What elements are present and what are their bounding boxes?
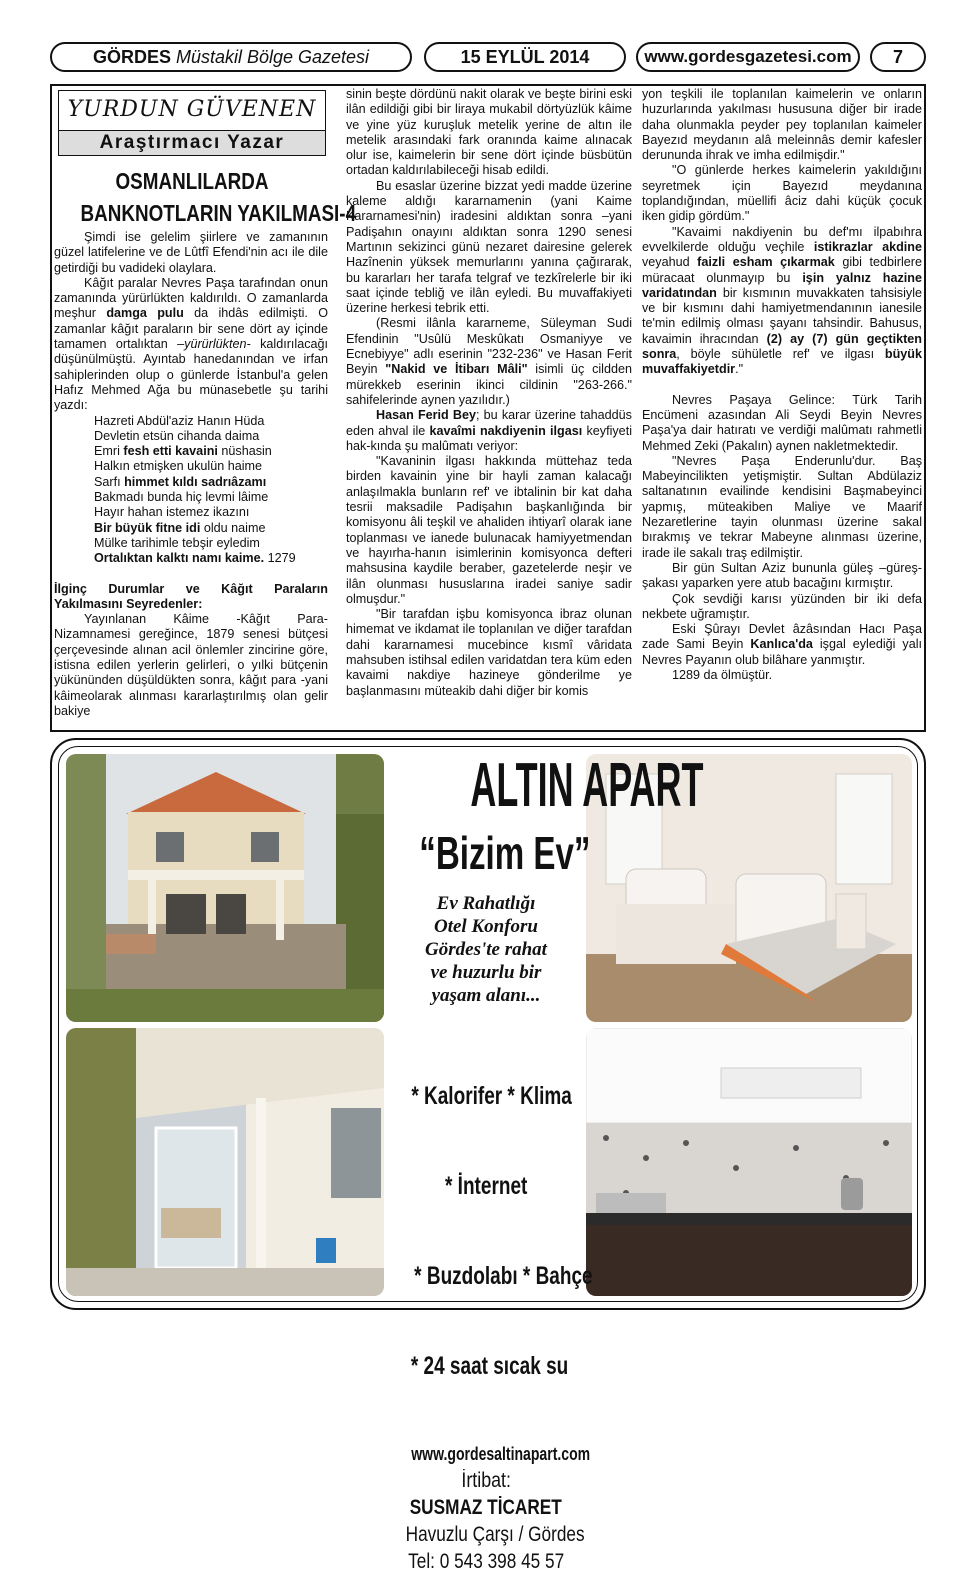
ad-subtitle: “Bizim Ev” <box>419 827 591 879</box>
ad-text-panel <box>386 750 704 1575</box>
subheading: İlginç Durumlar ve Kâğıt Paraların Yakılmasını Seyredenler: <box>54 581 328 611</box>
poem-line: Ortalıktan kalktı namı kaime. 1279 <box>94 551 296 566</box>
paragraph: "Nevres Paşa Enderunlu'dur. Baş Mabeyincilikten yetişmiştir. Sultan Abdülaziz saltanatının evailinde kendisini Başmabeyinci yapmış, müteakiben Maliye ve Maarif Nezaretlerine tayin olunması üzerine sakal bırakmış ve tekrar Mabeyne alınması üzerine, irade ile sakalı traş edilmiştir. <box>642 453 922 560</box>
author-name: YURDUN GÜVENEN <box>67 97 317 122</box>
ad-company: SUSMAZ TİCARET <box>409 1496 563 1519</box>
paragraph: Bu esaslar üzerine bizzat yedi madde üzerine kaleme aldığı kararnamenin (yani Kaime Kararnamesi'nin) iradesini aldıktan sonra –yani Padişahın onayını aldıktan sonra 1290 senesi Martının sekizinci günü nezaret dairesine gelerek Hazînenin yüksek memurlarını yanına çağırarak, bu kararları her tarafa telgraf ve tezkîrelerle bir iki saat içinde tebliğ ve ilân eyledi. Bu muvaffakiyeti üzerine herkesi tebrik etti. <box>346 178 632 316</box>
paragraph: Yayınlanan Kâime -Kâğıt Para- Nizamnamesi gereğince, 1879 senesi bütçesi çerçevesinde alınan acil önlemler zincirine göre, istisna edilen yerlerin gelirleri, o yılki bütçenin yükününden düşüldükten sonra, kâğıt para -yani kâimeolarak alınması kararlaştırılmış olan gelir bakiye <box>54 612 328 718</box>
feature-line: * Buzdolabı * Bahçe <box>414 1262 593 1290</box>
poem-line: Sarfı himmet kıldı sadrıâzamı <box>94 474 267 489</box>
article-column-3 <box>642 87 922 683</box>
kitchen-image <box>586 1028 912 1296</box>
paragraph: 1289 da ölmüştür. <box>672 667 773 682</box>
slogan-line: Gördes'te rahat <box>425 939 547 960</box>
page-number-pill <box>870 42 926 72</box>
slogan-line: yaşam alanı... <box>431 985 541 1006</box>
article-column-1 <box>54 230 328 719</box>
slogan-line: ve huzurlu bir <box>430 962 542 983</box>
paper-website: www.gordesgazetesi.com <box>644 47 852 66</box>
masthead-website-pill <box>636 42 860 72</box>
paragraph: Hasan Ferid Bey; bu karar üzerine tahaddüs eden ahval ile kavaîmi nakdiyenin ilgası keyfiyeti hak-kında şu malûmatı veriyor: <box>346 408 632 453</box>
poem-line: Hayır hahan istemez ikazını <box>94 505 250 520</box>
paragraph: "O günlerde herkes kaimelerin yakıldığını seyretmek için Bayezıd meydanına toplandığından, müellifi âciz dahi küçük çocuk iken gidip gördüm." <box>642 163 922 224</box>
article-column-2 <box>346 87 632 699</box>
masthead-date-pill <box>424 42 626 72</box>
author-role: Araştırmacı Yazar <box>59 130 325 155</box>
terrace-image <box>66 1028 384 1296</box>
paragraph: "Kavaninin ilgası hakkında müttehaz teda birden kavainin yine bir hayli zaman kalacağı anlaşılmakla bunların ref' ve ibtalinin bir kat daha tesrii maksadile Padişahın başkanlığında bir komisyonu âli teşkil ve ahaliden ihtiyarî olarak iane toplanması ve ianede bulunacak hamiyyetmendan ve hayırha-hanın isimlerinin komisyonca defteri mahsusina kaydile beraber, gazetelerde neşir ve ilân olunması hususlarına iradei saniye sadir olmuşdur." <box>346 454 632 606</box>
paragraph: (Resmi ilânla kararneme, Süleyman Sudi Efendinin "Usûlü Meskûkatı Osmaniyye ve Ecnebiyye" adlı eserinin "232-236" ve Hasan Ferit Beyin "Nakid ve İtibarı Mâli" isimli üç cildden mürekkeb eserinin ikinci cildinin "263-266." sahifelerinde aynen yazılıdır.) <box>346 316 632 407</box>
paragraph: "Bir tarafdan işbu komisyonca ibraz olunan himemat ve ikdamat ile toplanılan ve diğer tarafdan dahi kararnamesi mucebince kısmî vâridata mahsuben istihsal edilen varidatdan tera küm eden kavaimi nakdiye hazineye gönderilme ye başlanmasını müteakib dahi diğer bir komis <box>346 607 632 698</box>
poem-line: Devletin etsün cihanda daima <box>94 428 260 443</box>
issue-date: 15 EYLÜL 2014 <box>460 46 590 67</box>
poem-line: Bakmadı bunda hiç levmi lâime <box>94 490 269 505</box>
paragraph: Çok sevdiği karısı yüzünden bir iki defa nekbete uğramıştır. <box>642 591 922 621</box>
slogan-line: Otel Konforu <box>434 916 538 937</box>
poem-line: Bir büyük fitne idi oldu naime <box>94 520 266 535</box>
terrace-photo <box>66 1028 384 1296</box>
ad-features <box>386 1021 593 1441</box>
paper-subtitle: Müstakil Bölge Gazetesi <box>175 46 370 67</box>
poem-line: Halkın etmişken ukulün haime <box>94 459 262 474</box>
headline-line-2: BANKNOTLARIN YAKILMASI-4 <box>80 200 357 226</box>
ad-slogan <box>386 892 586 1007</box>
poem-line: Mülke tarihimle tebşir eyledim <box>94 535 260 550</box>
paragraph: Nevres Paşaya Gelince: Türk Tarih Encümeni azasından Ali Seydi Beyin Nevres Paşa'ya dair hatıratı ve verdiği malûmatı rahmetli Mehmed Zeki (Pakalın) aynen nakletmektedir. <box>642 392 922 453</box>
paragraph: yon teşkili ile toplanılan kaimelerin ve onların huzurlarında yakılması hususuna diğer bir irade daha olunmakla peyder pey toplanılan kaimeler Bayezıd meydanın alâ meleinnâs demir kafesler derununda ihrak ve imha edilmişdir." <box>642 87 922 163</box>
paragraph: Kâğıt paralar Nevres Paşa tarafından onun zamanında yürürlükten kaldırıldı. O zamanlarda meşhur damga pulu da ihdâs edilmişti. O zamanlar kâğıt paraların bir sene dört ay içinde tamamen ortalıktan –yürürlükten- kaldırılacağı düşünülmüştü. Ayıntab hanedanından ve irfan sahiplerinden olup o günlerde İstanbul'a gelen Hafız Mehmed Ağa bu münasebetle şu tarihi yazdı: <box>54 275 329 413</box>
ad-title: ALTIN APART <box>470 751 704 820</box>
author-box <box>58 90 326 156</box>
ad-contact-label: İrtibat: <box>461 1469 511 1492</box>
paper-name: GÖRDES <box>92 46 171 67</box>
paragraph: sinin beşte dördünü nakit olarak ve beşte birini eski ilân edildiği gibi bir liraya mukabil dörtyüzlük kâime ve yine yüz kuruşluk metelik yerine de altın ile metelik arasındaki fark oranında kaime alınacak olur ise, kaimelerin bir sene dört içinde büsbütün ortadan kaldırılabileceği hisab edildi. <box>346 87 632 178</box>
masthead-title-pill <box>50 42 412 72</box>
paragraph: Eski Şûrayı Devlet âzâsından Hacı Paşa zade Sami Beyin Kanlıca'da işgal eylediği yalı Nevres Payanın olub bilâhare yanmıştır. <box>642 622 922 667</box>
poem <box>54 414 328 567</box>
poem-line: Emri fesh etti kavaini nüshasin <box>94 444 272 459</box>
ad-website-link[interactable]: www.gordesaltinapart.com <box>411 1444 591 1464</box>
headline-line-1: OSMANLILARDA <box>115 168 269 194</box>
feature-line: * İnternet <box>444 1172 528 1200</box>
ad-phone: Tel: 0 543 398 45 57 <box>407 1550 565 1573</box>
feature-line: * 24 saat sıcak su <box>410 1352 569 1380</box>
slogan-line: Ev Rahatlığı <box>436 893 536 914</box>
house-exterior-photo <box>66 754 384 1022</box>
kitchen-photo <box>586 1028 912 1296</box>
paragraph: "Kavaimi nakdiyenin bu def'mı ilpabıhra evvelkilerde olduğu veçhile istikrazlar akdine veyahud faizli esham çıkarmak gibi tedbirlere müracaat olunmayıp bu işin yalnız hazine varidatından bir kısmının muvakkaten tahsisiyle ve bir kısmını dahi hamiyetmendanının ianesile te'min edilmiş olması şayanı tahsindir. Bahusus, kavaimin ihracından (2) ay (7) gün geçtikten sonra, böyle sühületle ref' ve ilgası büyük muvaffakiyetdir." <box>642 224 923 377</box>
paragraph: Şimdi ise gelelim şiirlere ve zamanının güzel latifelerine ve de Lûtfî Efendi'nin acı ile dile getirdiği bu vadideki olaylara. <box>54 230 328 275</box>
page-number: 7 <box>892 46 903 67</box>
house-exterior-image <box>66 754 384 1022</box>
poem-line: Hazreti Abdül'aziz Hanın Hüda <box>94 413 265 428</box>
paragraph: Bir gün Sultan Aziz bununla güleş –güreş- şakası yaparken yere atub bacağını kırmıştır. <box>642 560 922 591</box>
feature-line: * Kalorifer * Klima <box>411 1082 572 1110</box>
ad-address: Havuzlu Çarşı / Gördes <box>405 1523 585 1546</box>
